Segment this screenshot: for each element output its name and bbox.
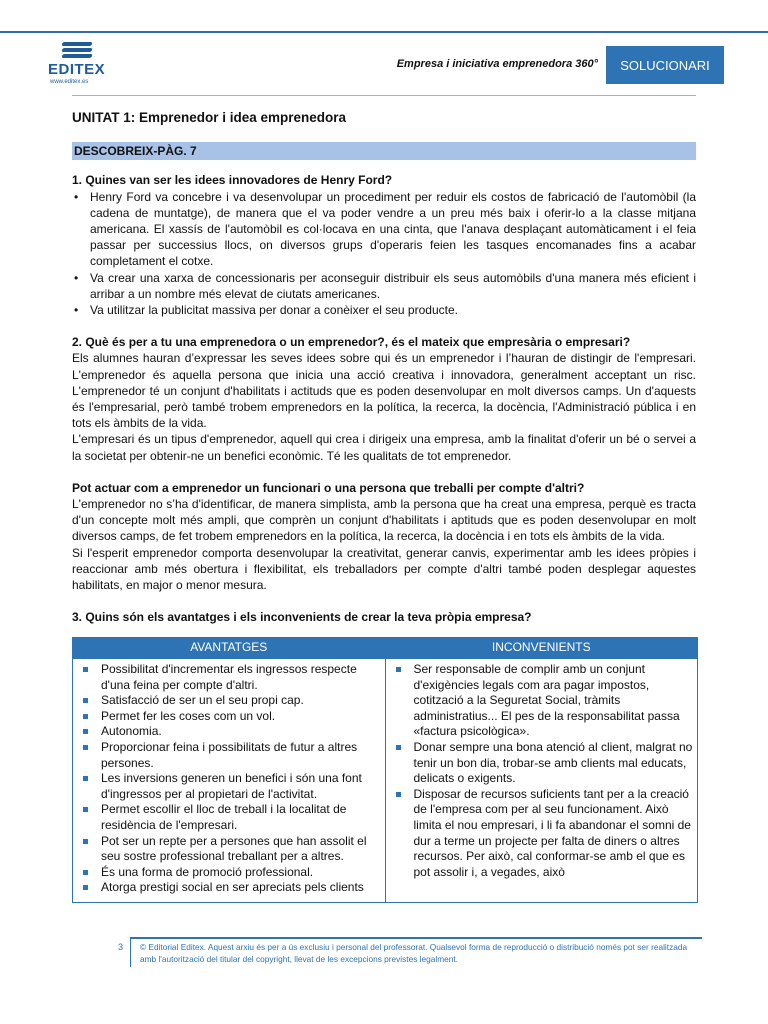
book-title: Empresa i iniciativa emprenedora 360° [396, 58, 598, 70]
footer-rule [130, 937, 702, 939]
footer-divider [130, 939, 131, 967]
question-1-list [72, 189, 696, 319]
list-item: Autonomia. [77, 724, 381, 740]
square-bullet-icon [83, 667, 88, 672]
square-bullet-icon [396, 667, 401, 672]
list-item: És una forma de promoció professional. [77, 865, 381, 881]
list-item: Permet escollir el lloc de treball i la localitat de residència de l'empresari. [77, 802, 381, 833]
page-number: 3 [118, 942, 124, 952]
square-bullet-icon [83, 698, 88, 703]
square-bullet-icon [83, 745, 88, 750]
square-bullet-icon [83, 839, 88, 844]
list-item: Ser responsable de complir amb un conjunt d'exigències legals com ara pagar impostos, cotització a la Seguretat Social, tràmits administratius... El pes de la responsabilitat passa «factura psicològica». [390, 662, 694, 740]
top-rule [0, 31, 768, 33]
question-3-title: 3. Quins són els avantatges i els inconvenients de crear la teva pròpia empresa? [72, 610, 532, 625]
list-item: Atorga prestigi social en ser apreciats pels clients [77, 880, 381, 896]
list-item: • Va crear una xarxa de concessionaris per aconseguir distribuir els seus automòbils d'una manera més eficient i arribar a un nombre més elevat de ciutats americanes. [74, 270, 696, 301]
advantages-cell [73, 659, 386, 903]
question-2-title: 2. Què és per a tu una emprenedora o un emprenedor?, és el mateix que empresària o empresari? [72, 335, 631, 350]
bullet-icon: • [74, 189, 79, 204]
page-content [72, 110, 696, 903]
disadvantages-cell [385, 659, 698, 903]
square-bullet-icon [83, 729, 88, 734]
editex-logo [48, 42, 108, 90]
list-item: • Va utilitzar la publicitat massiva per donar a conèixer el seu producte. [74, 303, 458, 318]
square-bullet-icon [83, 870, 88, 875]
list-item: Satisfacció de ser un el seu propi cap. [77, 693, 381, 709]
pros-cons-table [72, 637, 698, 903]
list-item: • Henry Ford va concebre i va desenvolupar un procediment per reduir els costos de fabricació de l'automòbil (la cadena de muntatge), de manera que el va poder vendre a un preu més baix i oferir-lo a la classe mitjana americana. El xassís de l'automòbil es col·locava en una cinta, que l'anava desplaçant automàticament i el feia passar per successius llocs, on diversos grups d'operaris feien les tasques encomanades fins a acabar completament el cotxe. [74, 189, 696, 269]
question-2-paragraph: L'empresari és un tipus d'emprenedor, aquell qui crea i dirigeix una empresa, amb la finalitat d'oferir un bé o servei a la societat per obtenir-ne un benefici econòmic. Té les qualitats de tot emprenedor. [72, 432, 696, 463]
advantages-list [77, 662, 381, 896]
square-bullet-icon [396, 792, 401, 797]
logo-mark-icon [62, 42, 92, 62]
list-item: Donar sempre una bona atenció al client, malgrat no tenir un bon dia, trobar-se amb clients mal educats, delicats o exigents. [390, 740, 694, 787]
advantages-header: AVANTATGES [73, 638, 386, 659]
list-item: Possibilitat d'incrementar els ingressos respecte d'una feina per compte d'altri. [77, 662, 381, 693]
solucionari-badge: SOLUCIONARI [606, 46, 724, 84]
list-item: Disposar de recursos suficients tant per a la creació de l'empresa com per al seu funcionament. Això limita el nou empresari, i li fa abandonar el somni de dur a terme un projecte per falta de diners o altres recursos. Per això, cal conformar-se amb el que es pot assolir i, a vegades, això [390, 787, 694, 881]
square-bullet-icon [83, 807, 88, 812]
question-1-title: 1. Quines van ser les idees innovadores de Henry Ford? [72, 173, 393, 188]
square-bullet-icon [83, 776, 88, 781]
disadvantages-header: INCONVENIENTS [385, 638, 698, 659]
question-2b-paragraph: L'emprenedor no s’ha d'identificar, de manera simplista, amb la persona que ha creat una empresa, perquè es tracta d'un concepte molt més ampli, que comprèn un conjunt d'habilitats i aptituds que es poden desenvolupar en molt diversos camps, de fet trobem emprenedors en la política, la recerca, la docència i en tots els àmbits de la vida. [72, 497, 696, 544]
unit-title: UNITAT 1: Emprenedor i idea emprenedora [72, 110, 347, 125]
list-item: Les inversions generen un benefici i són una font d'ingressos per al propietari de l'activitat. [77, 771, 381, 802]
list-item: Proporcionar feina i possibilitats de futur a altres persones. [77, 740, 381, 771]
question-2-paragraph: Els alumnes hauran d’expressar les seves idees sobre qui és un emprenedor i l’hauran de distingir de l'empresari. L'emprenedor és aquella persona que inicia una acció creativa i innovadora, generalment acceptant un risc. L'emprenedor té un conjunt d'habilitats i actituds que es poden desenvolupar en molt diversos camps. Un d'aquests és l'empresarial, però també trobem emprenedors en la política, la recerca, la docència, l'Administració pública i en tots els àmbits de la vida. [72, 351, 696, 431]
question-2b-title: Pot actuar com a emprenedor un funcionari o una persona que treballi per compte d'altri? [72, 480, 585, 495]
bullet-icon: • [74, 303, 79, 318]
square-bullet-icon [83, 885, 88, 890]
disadvantages-list [390, 662, 694, 880]
bullet-icon: • [74, 270, 79, 285]
section-band: DESCOBREIX-PÀG. 7 [72, 142, 696, 160]
list-item: Permet fer les coses com un vol. [77, 709, 381, 725]
logo-text: EDITEX [48, 61, 106, 78]
square-bullet-icon [83, 714, 88, 719]
copyright-notice: © Editorial Editex. Aquest arxiu és per a ús exclusiu i personal del professorat. Qualsevol forma de reproducció o distribució només pot ser realitzada amb l'autorització del titular del copyright, llevat de les excepcions previstes legalment. [140, 942, 688, 964]
square-bullet-icon [396, 745, 401, 750]
logo-url: www.editex.es [50, 79, 89, 85]
question-2b-paragraph: Si l'esperit emprenedor comporta desenvolupar la creativitat, generar canvis, experimentar amb les idees pròpies i reaccionar amb més obertura i flexibilitat, els treballadors per compte d'altri també poden desplegar aquestes habilitats, en major o menor mesura. [72, 545, 696, 593]
header-rule [72, 95, 696, 96]
list-item: Pot ser un repte per a persones que han assolit el seu sostre professional treballant per a altres. [77, 834, 381, 865]
